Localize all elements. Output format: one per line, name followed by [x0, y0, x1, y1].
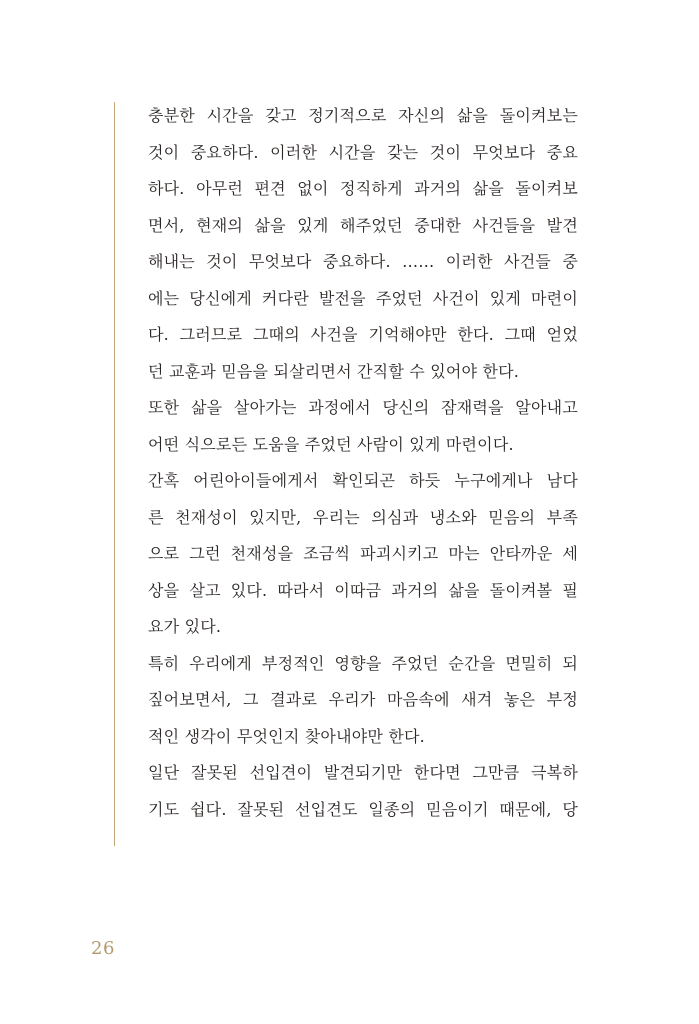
text-line: 간혹 어린아이들에게서 확인되곤 하듯 누구에게나 남다 — [148, 471, 578, 490]
text-line: 에는 당신에게 커다란 발전을 주었던 사건이 있게 마련이 — [148, 288, 578, 308]
body-text — [148, 98, 578, 828]
text-line: 적인 생각이 무엇인지 찾아내야만 한다. — [148, 726, 425, 746]
text-line: 특히 우리에게 부정적인 영향을 주었던 순간을 면밀히 되 — [148, 653, 578, 673]
text-line: 것이 중요하다. 이러한 시간을 갖는 것이 무엇보다 중요 — [148, 142, 578, 162]
text-line: 짚어보면서, 그 결과로 우리가 마음속에 새겨 놓은 부정 — [148, 690, 578, 709]
text-line: 하다. 아무런 편견 없이 정직하게 과거의 삶을 돌이켜보 — [148, 179, 578, 198]
text-line: 상을 살고 있다. 따라서 이따금 과거의 삶을 돌이켜볼 필 — [148, 580, 578, 600]
text-line: 면서, 현재의 삶을 있게 해주었던 중대한 사건들을 발견 — [148, 215, 578, 235]
text-line: 른 천재성이 있지만, 우리는 의심과 냉소와 믿음의 부족 — [148, 507, 578, 527]
text-line: 으로 그런 천재성을 조금씩 파괴시키고 마는 안타까운 세 — [148, 544, 578, 563]
text-line: 기도 쉽다. 잘못된 선입견도 일종의 믿음이기 때문에, 당 — [148, 799, 578, 819]
text-line: 일단 잘못된 선입견이 발견되기만 한다면 그만큼 극복하 — [148, 763, 578, 782]
text-line: 충분한 시간을 갖고 정기적으로 자신의 삶을 돌이켜보는 — [148, 106, 578, 125]
text-line: 해내는 것이 무엇보다 중요하다. …… 이러한 사건들 중 — [148, 252, 578, 271]
page-number: 26 — [91, 938, 115, 959]
text-line: 요가 있다. — [148, 617, 222, 636]
text-line: 또한 삶을 살아가는 과정에서 당신의 잠재력을 알아내고 — [148, 398, 578, 417]
text-line: 던 교훈과 믿음을 되살리면서 간직할 수 있어야 한다. — [148, 361, 520, 381]
margin-rule — [114, 102, 115, 846]
text-line: 다. 그러므로 그때의 사건을 기억해야만 한다. 그때 얻었 — [148, 325, 578, 344]
text-line: 어떤 식으로든 도움을 주었던 사람이 있게 마련이다. — [148, 434, 514, 454]
